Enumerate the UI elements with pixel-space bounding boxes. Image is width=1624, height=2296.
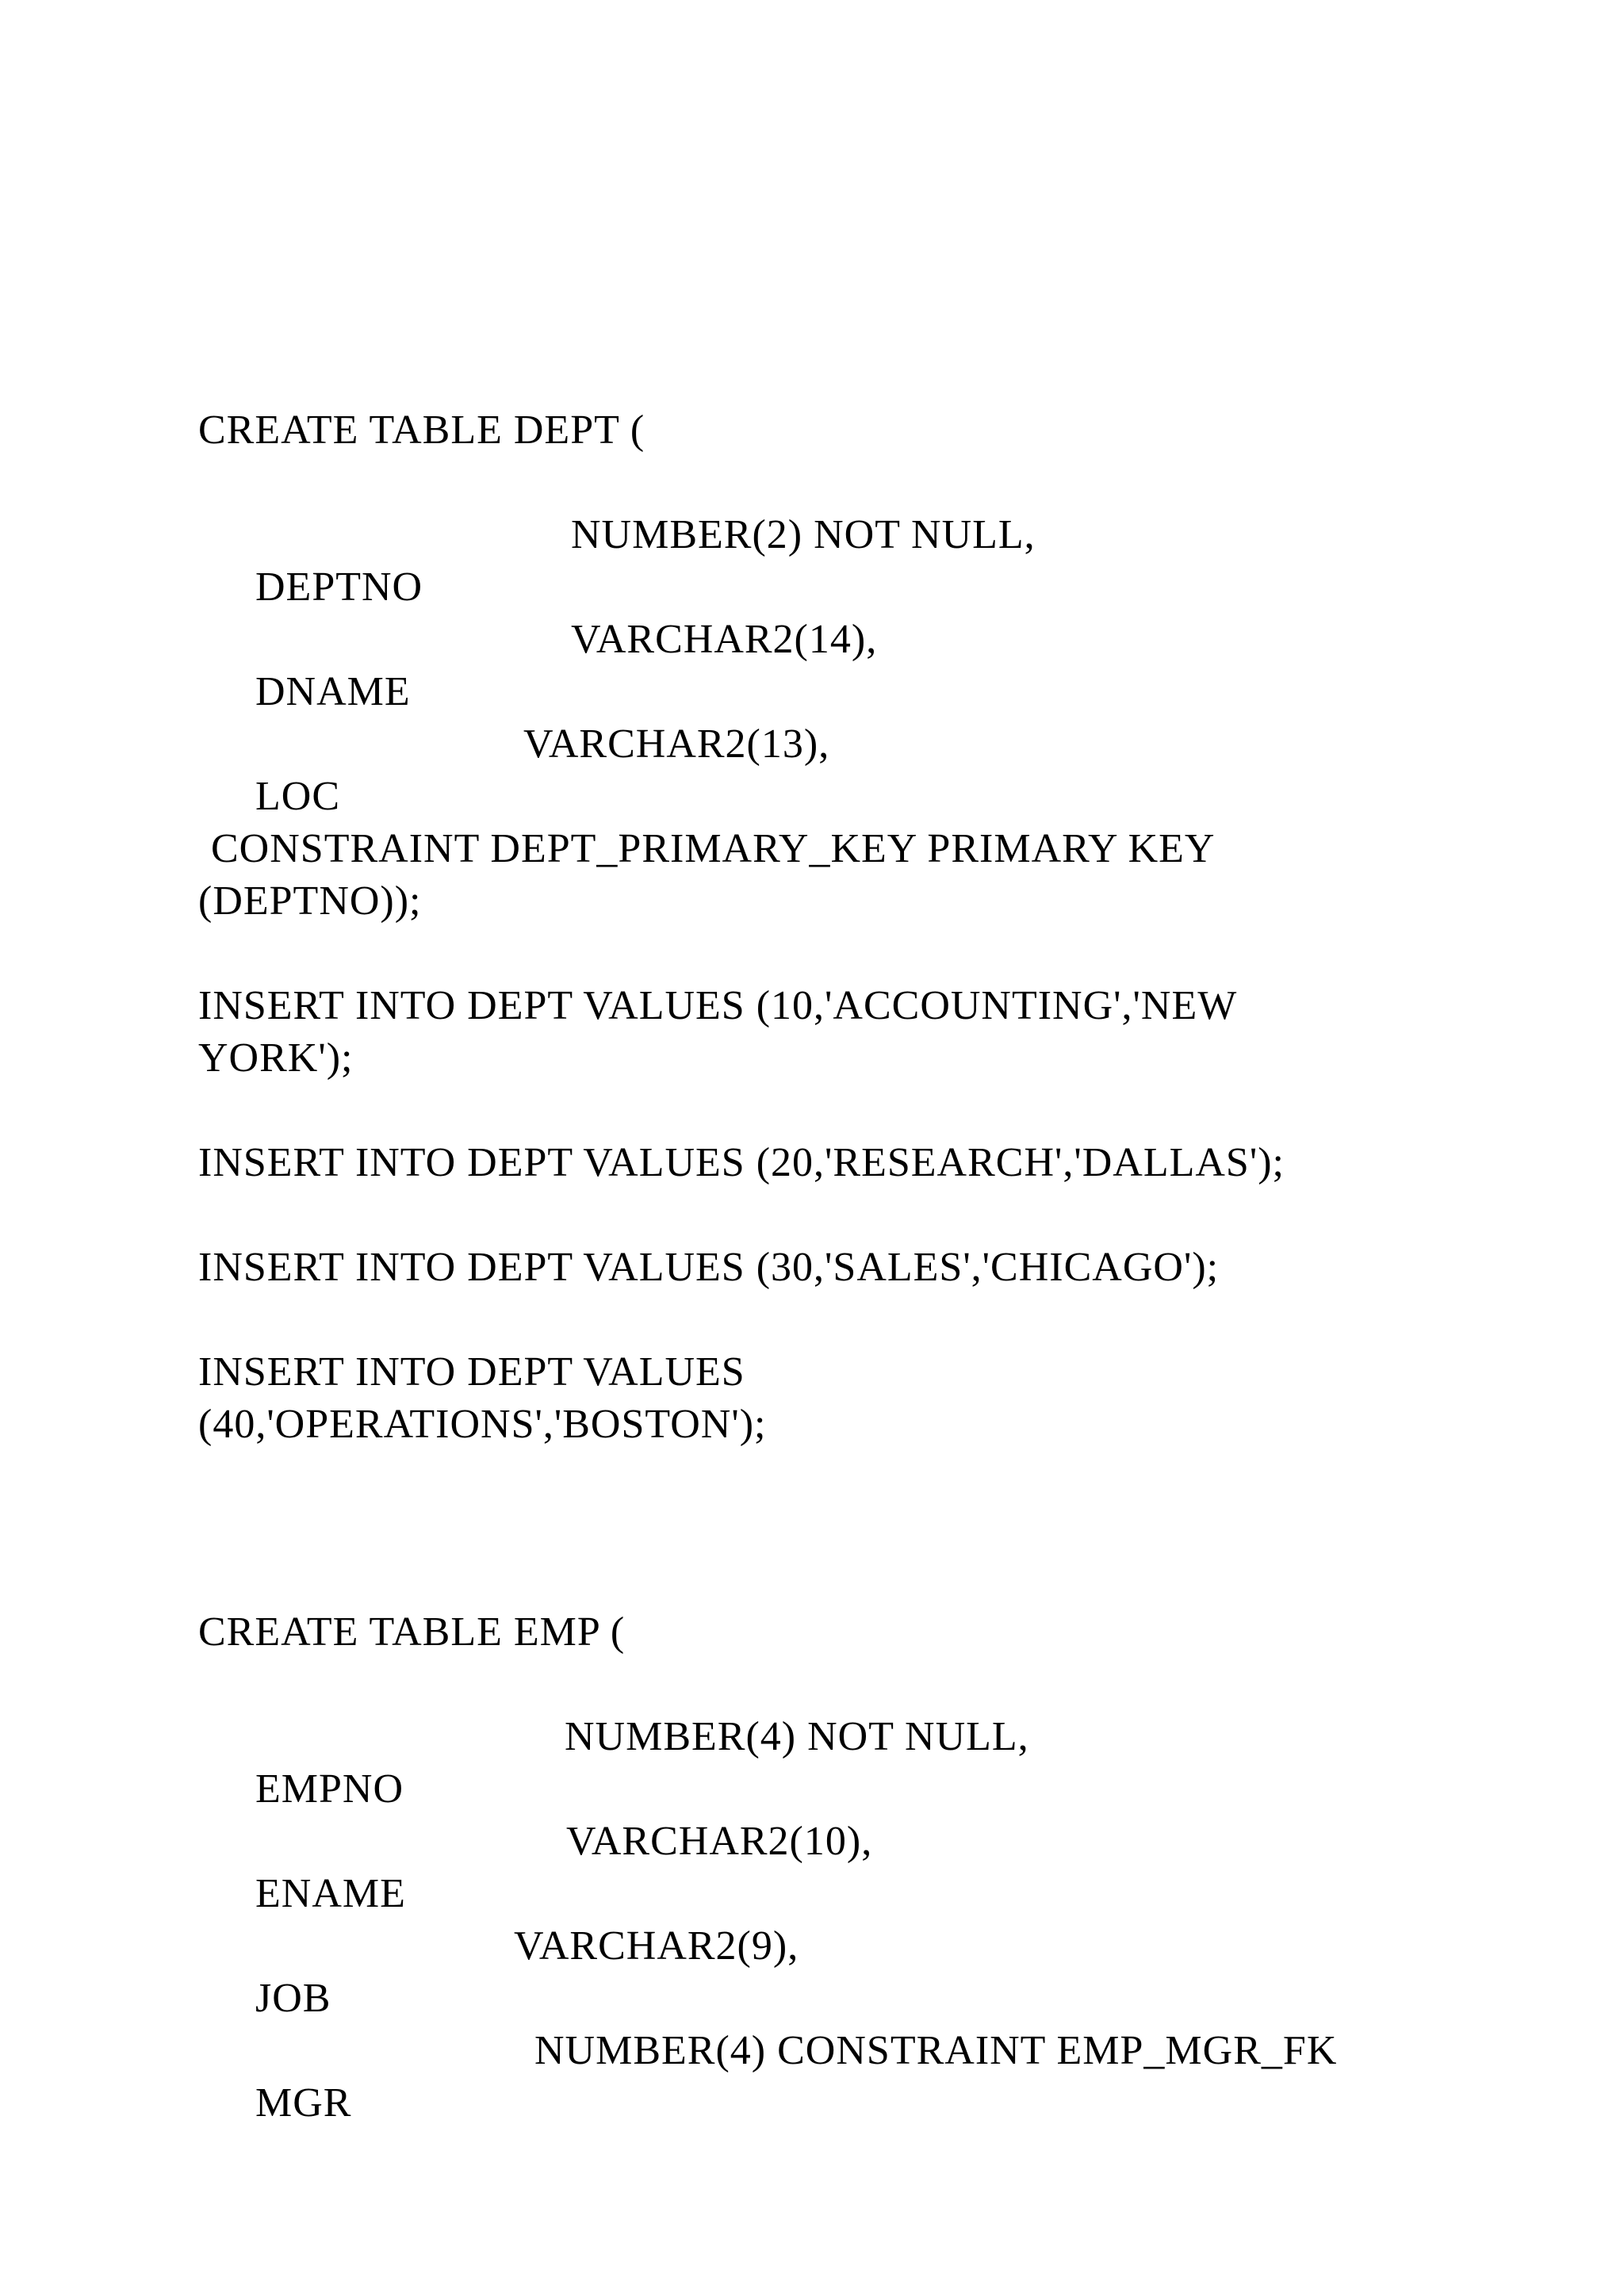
emp-create-statement: CREATE TABLE EMP (: [198, 1609, 626, 1655]
column-name: JOB: [255, 1976, 331, 2021]
column-name: EMPNO: [255, 1766, 404, 1812]
column-type: NUMBER(2) NOT NULL,: [571, 512, 1036, 557]
column-type: VARCHAR2(13),: [523, 721, 830, 767]
dept-constraint-line-2: (DEPTNO));: [198, 878, 422, 924]
column-name: DNAME: [255, 669, 411, 714]
insert-statement-20: INSERT INTO DEPT VALUES (20,'RESEARCH','DALLAS');: [198, 1140, 1285, 1185]
emp-column-mgr: [211, 2025, 1338, 2234]
dept-create-statement: CREATE TABLE DEPT (: [198, 408, 645, 453]
insert-statement-30: INSERT INTO DEPT VALUES (30,'SALES','CHICAGO');: [198, 1245, 1220, 1290]
column-type: VARCHAR2(9),: [514, 1923, 799, 1969]
column-type: NUMBER(4) CONSTRAINT EMP_MGR_FK: [534, 2028, 1338, 2073]
insert-statement-40-line-1: INSERT INTO DEPT VALUES: [198, 1349, 745, 1395]
insert-statement-10-line-1: INSERT INTO DEPT VALUES (10,'ACCOUNTING','NEW: [198, 983, 1238, 1028]
insert-statement-10-line-2: YORK');: [198, 1035, 354, 1081]
column-name: MGR: [255, 2080, 352, 2126]
insert-statement-40-line-2: (40,'OPERATIONS','BOSTON');: [198, 1402, 767, 1447]
column-name: ENAME: [255, 1871, 406, 1916]
column-type: VARCHAR2(14),: [571, 617, 878, 662]
column-type: NUMBER(4) NOT NULL,: [565, 1714, 1029, 1759]
column-name: LOC: [255, 774, 340, 819]
dept-constraint-line-1: CONSTRAINT DEPT_PRIMARY_KEY PRIMARY KEY: [211, 826, 1216, 871]
column-type: VARCHAR2(10),: [566, 1819, 873, 1864]
column-name: DEPTNO: [255, 564, 423, 610]
